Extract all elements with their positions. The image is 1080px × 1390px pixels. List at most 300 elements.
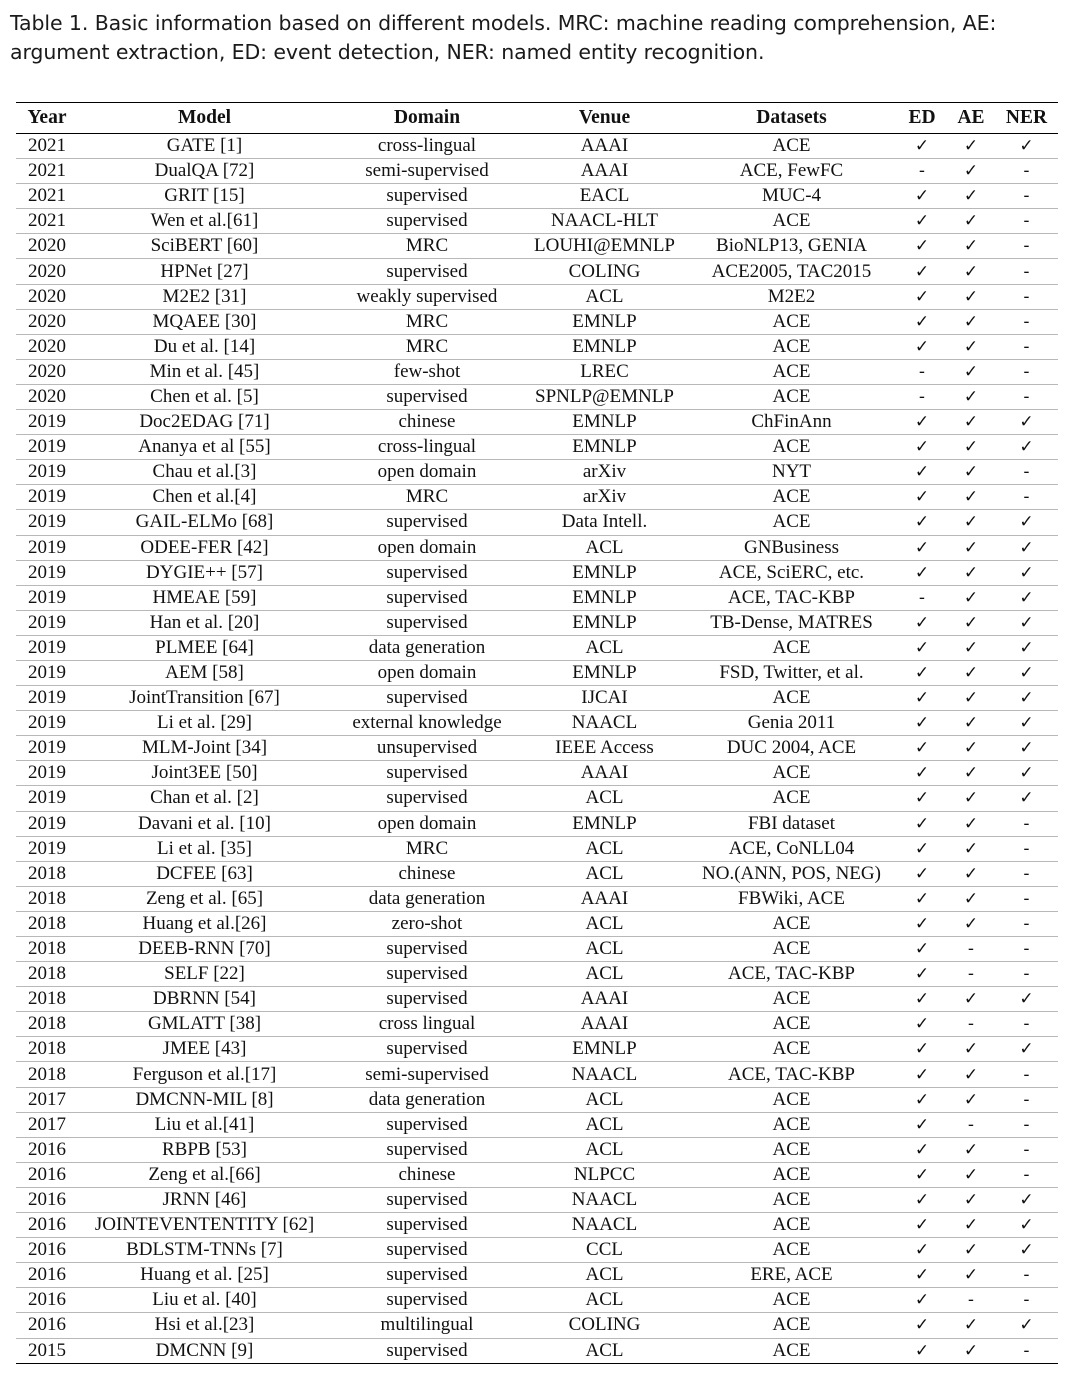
cell-domain: supervised <box>331 1187 523 1212</box>
cell-domain: cross-lingual <box>331 435 523 460</box>
cell-datasets: FSD, Twitter, et al. <box>686 660 897 685</box>
table-row <box>16 460 1058 485</box>
cell-venue: LOUHI@EMNLP <box>523 234 686 259</box>
cell-ae: ✓ <box>947 736 995 761</box>
cell-ae: ✓ <box>947 1087 995 1112</box>
table-row <box>16 987 1058 1012</box>
cell-venue: AAAI <box>523 134 686 159</box>
cell-domain: supervised <box>331 761 523 786</box>
cell-model: DBRNN [54] <box>78 987 331 1012</box>
table-row <box>16 1012 1058 1037</box>
cell-ed: ✓ <box>897 1037 947 1062</box>
cell-year: 2020 <box>16 259 78 284</box>
cell-domain: chinese <box>331 1162 523 1187</box>
cell-venue: EMNLP <box>523 560 686 585</box>
cell-domain: supervised <box>331 1213 523 1238</box>
table-row <box>16 159 1058 184</box>
cell-ed: ✓ <box>897 1187 947 1212</box>
table-row <box>16 761 1058 786</box>
cell-ner: ✓ <box>995 711 1058 736</box>
cell-ed: ✓ <box>897 660 947 685</box>
table-row <box>16 1162 1058 1187</box>
cell-ner: - <box>995 1087 1058 1112</box>
cell-model: Han et al. [20] <box>78 610 331 635</box>
cell-year: 2018 <box>16 962 78 987</box>
cell-model: MLM-Joint [34] <box>78 736 331 761</box>
cell-ner: ✓ <box>995 686 1058 711</box>
cell-year: 2017 <box>16 1087 78 1112</box>
table-row <box>16 184 1058 209</box>
cell-ae: ✓ <box>947 134 995 159</box>
cell-model: Ferguson et al.[17] <box>78 1062 331 1087</box>
cell-ed: ✓ <box>897 460 947 485</box>
cell-year: 2016 <box>16 1162 78 1187</box>
cell-datasets: ACE <box>686 1213 897 1238</box>
cell-model: Du et al. [14] <box>78 334 331 359</box>
cell-ae: ✓ <box>947 1238 995 1263</box>
cell-model: JointTransition [67] <box>78 686 331 711</box>
cell-ae: ✓ <box>947 309 995 334</box>
cell-ner: - <box>995 359 1058 384</box>
cell-year: 2020 <box>16 359 78 384</box>
cell-model: Liu et al. [40] <box>78 1288 331 1313</box>
cell-datasets: FBWiki, ACE <box>686 886 897 911</box>
cell-ner: ✓ <box>995 535 1058 560</box>
cell-venue: ACL <box>523 1112 686 1137</box>
cell-domain: cross lingual <box>331 1012 523 1037</box>
table-row <box>16 937 1058 962</box>
cell-ed: - <box>897 359 947 384</box>
cell-ner: ✓ <box>995 1187 1058 1212</box>
cell-ed: ✓ <box>897 209 947 234</box>
cell-ed: ✓ <box>897 786 947 811</box>
cell-venue: ACL <box>523 937 686 962</box>
table-row <box>16 635 1058 660</box>
cell-venue: EMNLP <box>523 334 686 359</box>
cell-ed: ✓ <box>897 1112 947 1137</box>
cell-ed: ✓ <box>897 861 947 886</box>
cell-ae: - <box>947 962 995 987</box>
cell-year: 2019 <box>16 410 78 435</box>
cell-datasets: BioNLP13, GENIA <box>686 234 897 259</box>
cell-model: PLMEE [64] <box>78 635 331 660</box>
cell-ed: ✓ <box>897 184 947 209</box>
cell-datasets: ACE <box>686 334 897 359</box>
cell-ed: ✓ <box>897 1288 947 1313</box>
cell-domain: supervised <box>331 560 523 585</box>
table-row <box>16 1288 1058 1313</box>
cell-domain: weakly supervised <box>331 284 523 309</box>
cell-ner: - <box>995 334 1058 359</box>
table-row <box>16 1087 1058 1112</box>
cell-ner: ✓ <box>995 585 1058 610</box>
cell-venue: LREC <box>523 359 686 384</box>
cell-datasets: ACE <box>686 1137 897 1162</box>
cell-datasets: ACE <box>686 1238 897 1263</box>
cell-ed: ✓ <box>897 334 947 359</box>
cell-datasets: Genia 2011 <box>686 711 897 736</box>
cell-venue: ACL <box>523 1288 686 1313</box>
cell-ner: - <box>995 209 1058 234</box>
cell-domain: external knowledge <box>331 711 523 736</box>
cell-datasets: ACE <box>686 987 897 1012</box>
table-row <box>16 334 1058 359</box>
cell-ner: - <box>995 886 1058 911</box>
cell-venue: COLING <box>523 1313 686 1338</box>
cell-ed: ✓ <box>897 1213 947 1238</box>
cell-model: DEEB-RNN [70] <box>78 937 331 962</box>
cell-model: SELF [22] <box>78 962 331 987</box>
cell-ae: ✓ <box>947 711 995 736</box>
cell-ed: ✓ <box>897 1012 947 1037</box>
cell-ae: ✓ <box>947 1187 995 1212</box>
cell-year: 2019 <box>16 535 78 560</box>
cell-ner: ✓ <box>995 736 1058 761</box>
cell-datasets: ACE <box>686 1112 897 1137</box>
cell-datasets: ACE, TAC-KBP <box>686 585 897 610</box>
table-row <box>16 836 1058 861</box>
table-row <box>16 686 1058 711</box>
cell-venue: EMNLP <box>523 585 686 610</box>
table-row <box>16 485 1058 510</box>
cell-venue: ACL <box>523 911 686 936</box>
cell-year: 2019 <box>16 635 78 660</box>
cell-year: 2019 <box>16 786 78 811</box>
cell-venue: IEEE Access <box>523 736 686 761</box>
cell-domain: MRC <box>331 334 523 359</box>
table-row <box>16 384 1058 409</box>
cell-ed: ✓ <box>897 610 947 635</box>
cell-domain: supervised <box>331 962 523 987</box>
cell-domain: supervised <box>331 1037 523 1062</box>
cell-year: 2016 <box>16 1213 78 1238</box>
cell-year: 2020 <box>16 384 78 409</box>
cell-venue: ACL <box>523 836 686 861</box>
cell-ner: - <box>995 861 1058 886</box>
cell-ed: ✓ <box>897 485 947 510</box>
cell-ed: ✓ <box>897 134 947 159</box>
cell-ed: ✓ <box>897 711 947 736</box>
cell-ae: ✓ <box>947 686 995 711</box>
cell-venue: IJCAI <box>523 686 686 711</box>
cell-model: Ananya et al [55] <box>78 435 331 460</box>
cell-model: BDLSTM-TNNs [7] <box>78 1238 331 1263</box>
cell-model: Wen et al.[61] <box>78 209 331 234</box>
cell-datasets: ACE <box>686 786 897 811</box>
cell-domain: zero-shot <box>331 911 523 936</box>
cell-model: DYGIE++ [57] <box>78 560 331 585</box>
cell-year: 2019 <box>16 761 78 786</box>
cell-model: Chau et al.[3] <box>78 460 331 485</box>
cell-datasets: ACE <box>686 937 897 962</box>
cell-ner: - <box>995 1062 1058 1087</box>
cell-ner: - <box>995 811 1058 836</box>
table-row <box>16 209 1058 234</box>
cell-ner: ✓ <box>995 786 1058 811</box>
cell-ner: - <box>995 1162 1058 1187</box>
table-row <box>16 660 1058 685</box>
cell-domain: few-shot <box>331 359 523 384</box>
cell-year: 2020 <box>16 284 78 309</box>
table-body <box>16 134 1058 1364</box>
cell-model: AEM [58] <box>78 660 331 685</box>
cell-year: 2018 <box>16 1012 78 1037</box>
cell-ner: - <box>1023 1340 1030 1361</box>
cell-venue: ACL <box>523 635 686 660</box>
cell-domain: MRC <box>331 234 523 259</box>
cell-model: JRNN [46] <box>78 1187 331 1212</box>
cell-model: Hsi et al.[23] <box>78 1313 331 1338</box>
cell-domain: supervised <box>331 209 523 234</box>
cell-venue: ACL <box>523 1087 686 1112</box>
cell-year: 2018 <box>16 1062 78 1087</box>
cell-ner: ✓ <box>995 660 1058 685</box>
cell-ed: ✓ <box>897 1087 947 1112</box>
cell-ner: ✓ <box>995 761 1058 786</box>
cell-model: Chen et al.[4] <box>78 485 331 510</box>
table-row <box>16 736 1058 761</box>
cell-year: 2016 <box>16 1313 78 1338</box>
cell-domain: supervised <box>331 987 523 1012</box>
cell-domain: data generation <box>331 635 523 660</box>
cell-year: 2019 <box>16 460 78 485</box>
cell-model: GATE [1] <box>78 134 331 159</box>
table-row <box>16 786 1058 811</box>
cell-venue: NAACL <box>523 1213 686 1238</box>
cell-datasets: ACE <box>686 435 897 460</box>
cell-ed: ✓ <box>914 1340 930 1361</box>
cell-model: Zeng et al. [65] <box>78 886 331 911</box>
cell-datasets: ACE, TAC-KBP <box>686 962 897 987</box>
cell-domain: chinese <box>331 410 523 435</box>
cell-venue: AAAI <box>523 159 686 184</box>
cell-year: 2019 <box>16 610 78 635</box>
table-row <box>16 1313 1058 1338</box>
header-year: Year <box>16 103 78 134</box>
cell-venue: AAAI <box>523 1012 686 1037</box>
cell-domain: semi-supervised <box>331 159 523 184</box>
cell-venue: arXiv <box>523 485 686 510</box>
cell-domain: unsupervised <box>331 736 523 761</box>
cell-domain: supervised <box>331 585 523 610</box>
table-row <box>16 1037 1058 1062</box>
header-ed: ED <box>897 103 947 134</box>
cell-ner: - <box>995 836 1058 861</box>
cell-ner: ✓ <box>995 610 1058 635</box>
cell-ae: ✓ <box>947 786 995 811</box>
cell-venue: NAACL <box>523 1062 686 1087</box>
cell-ed: ✓ <box>897 635 947 660</box>
table-row <box>16 1238 1058 1263</box>
cell-venue: NAACL <box>523 711 686 736</box>
cell-domain: supervised <box>331 384 523 409</box>
cell-ae: ✓ <box>947 560 995 585</box>
cell-venue: EMNLP <box>523 1037 686 1062</box>
cell-ed: ✓ <box>897 686 947 711</box>
cell-datasets: TB-Dense, MATRES <box>686 610 897 635</box>
cell-ner: ✓ <box>995 1313 1058 1338</box>
cell-ner: - <box>995 1012 1058 1037</box>
cell-venue: ACL <box>585 1339 624 1361</box>
cell-ner: - <box>995 1137 1058 1162</box>
table-row <box>16 911 1058 936</box>
cell-year: 2021 <box>16 184 78 209</box>
cell-datasets: ACE, CoNLL04 <box>686 836 897 861</box>
cell-year: 2016 <box>16 1137 78 1162</box>
cell-ed: ✓ <box>897 911 947 936</box>
cell-domain: supervised <box>331 259 523 284</box>
cell-datasets: ACE <box>686 1313 897 1338</box>
table-row <box>16 886 1058 911</box>
cell-ae: ✓ <box>947 660 995 685</box>
cell-datasets: GNBusiness <box>686 535 897 560</box>
cell-datasets: M2E2 <box>686 284 897 309</box>
table-row <box>16 1263 1058 1288</box>
cell-venue: EMNLP <box>523 435 686 460</box>
cell-ner: - <box>995 1288 1058 1313</box>
cell-model: Zeng et al.[66] <box>78 1162 331 1187</box>
cell-venue: EMNLP <box>523 811 686 836</box>
cell-year: 2019 <box>16 435 78 460</box>
cell-venue: ACL <box>523 962 686 987</box>
cell-ed: ✓ <box>897 962 947 987</box>
cell-domain: multilingual <box>331 1313 523 1338</box>
cell-model: Li et al. [29] <box>78 711 331 736</box>
cell-ed: ✓ <box>897 510 947 535</box>
cell-domain: supervised <box>331 1288 523 1313</box>
cell-datasets: ACE <box>686 485 897 510</box>
cell-venue: ACL <box>523 786 686 811</box>
cell-year: 2019 <box>16 485 78 510</box>
cell-ed: ✓ <box>897 284 947 309</box>
cell-ner: ✓ <box>995 1213 1058 1238</box>
cell-model: DualQA [72] <box>78 159 331 184</box>
cell-ner: - <box>995 962 1058 987</box>
cell-ae: ✓ <box>947 1313 995 1338</box>
table-row <box>16 259 1058 284</box>
cell-model: Min et al. [45] <box>78 359 331 384</box>
cell-ae: - <box>947 1288 995 1313</box>
cell-domain: supervised <box>386 1339 468 1361</box>
cell-datasets: ACE <box>686 1187 897 1212</box>
cell-venue: ACL <box>523 861 686 886</box>
cell-ed: ✓ <box>897 987 947 1012</box>
cell-domain: open domain <box>331 535 523 560</box>
cell-year: 2019 <box>16 836 78 861</box>
cell-year: 2020 <box>16 334 78 359</box>
table-row <box>16 234 1058 259</box>
cell-ner: ✓ <box>995 510 1058 535</box>
cell-datasets: ACE <box>686 1012 897 1037</box>
cell-domain: MRC <box>331 485 523 510</box>
cell-model: Huang et al. [25] <box>78 1263 331 1288</box>
cell-venue: SPNLP@EMNLP <box>523 384 686 409</box>
cell-year: 2015 <box>28 1339 66 1361</box>
cell-ae: ✓ <box>947 234 995 259</box>
cell-ner: ✓ <box>995 134 1058 159</box>
cell-ner: - <box>995 384 1058 409</box>
cell-venue: ACL <box>523 1263 686 1288</box>
cell-ed: ✓ <box>897 836 947 861</box>
cell-ed: ✓ <box>897 560 947 585</box>
cell-year: 2018 <box>16 1037 78 1062</box>
cell-ae: ✓ <box>963 1340 979 1361</box>
cell-venue: AAAI <box>523 761 686 786</box>
cell-ed: ✓ <box>897 736 947 761</box>
cell-ner: - <box>995 309 1058 334</box>
cell-year: 2018 <box>16 987 78 1012</box>
cell-domain: open domain <box>331 460 523 485</box>
cell-datasets: ACE <box>686 134 897 159</box>
cell-ed: ✓ <box>897 535 947 560</box>
cell-ae: ✓ <box>947 259 995 284</box>
cell-datasets: ACE <box>686 686 897 711</box>
cell-year: 2019 <box>16 686 78 711</box>
cell-datasets: MUC-4 <box>686 184 897 209</box>
cell-ae: ✓ <box>947 1037 995 1062</box>
cell-model: Joint3EE [50] <box>78 761 331 786</box>
cell-datasets: ACE <box>686 359 897 384</box>
cell-datasets: DUC 2004, ACE <box>686 736 897 761</box>
cell-year: 2019 <box>16 510 78 535</box>
cell-datasets: ACE <box>686 384 897 409</box>
cell-ae: ✓ <box>947 410 995 435</box>
cell-ner: - <box>995 234 1058 259</box>
cell-ed: - <box>897 159 947 184</box>
cell-ed: ✓ <box>897 410 947 435</box>
cell-domain: supervised <box>331 1137 523 1162</box>
cell-domain: cross-lingual <box>331 134 523 159</box>
cell-domain: chinese <box>331 861 523 886</box>
table-row <box>16 1062 1058 1087</box>
cell-ae: ✓ <box>947 1263 995 1288</box>
cell-ner: - <box>995 460 1058 485</box>
cell-venue: AAAI <box>523 886 686 911</box>
cell-ner: ✓ <box>995 635 1058 660</box>
cell-model: RBPB [53] <box>78 1137 331 1162</box>
cell-year: 2018 <box>16 937 78 962</box>
cell-ner: ✓ <box>995 560 1058 585</box>
cell-model: Liu et al.[41] <box>78 1112 331 1137</box>
cell-model: Davani et al. [10] <box>78 811 331 836</box>
cell-ae: ✓ <box>947 911 995 936</box>
cell-model: GMLATT [38] <box>78 1012 331 1037</box>
cell-ner: - <box>995 284 1058 309</box>
cell-model: M2E2 [31] <box>78 284 331 309</box>
cell-venue: ACL <box>523 535 686 560</box>
cell-domain: supervised <box>331 686 523 711</box>
cell-domain: MRC <box>331 836 523 861</box>
cell-ae: ✓ <box>947 460 995 485</box>
cell-ed: ✓ <box>897 1137 947 1162</box>
cell-ae: ✓ <box>947 811 995 836</box>
table-row <box>16 711 1058 736</box>
cell-ae: ✓ <box>947 836 995 861</box>
table-row <box>16 1338 1058 1363</box>
cell-venue: EMNLP <box>523 410 686 435</box>
cell-model: Doc2EDAG [71] <box>78 410 331 435</box>
cell-venue: EMNLP <box>523 610 686 635</box>
cell-ae: - <box>947 937 995 962</box>
cell-year: 2020 <box>16 309 78 334</box>
header-ae: AE <box>947 103 995 134</box>
cell-ae: ✓ <box>947 159 995 184</box>
cell-ed: ✓ <box>897 1263 947 1288</box>
cell-venue: arXiv <box>523 460 686 485</box>
cell-ae: ✓ <box>947 585 995 610</box>
cell-datasets: ChFinAnn <box>686 410 897 435</box>
cell-ae: ✓ <box>947 510 995 535</box>
